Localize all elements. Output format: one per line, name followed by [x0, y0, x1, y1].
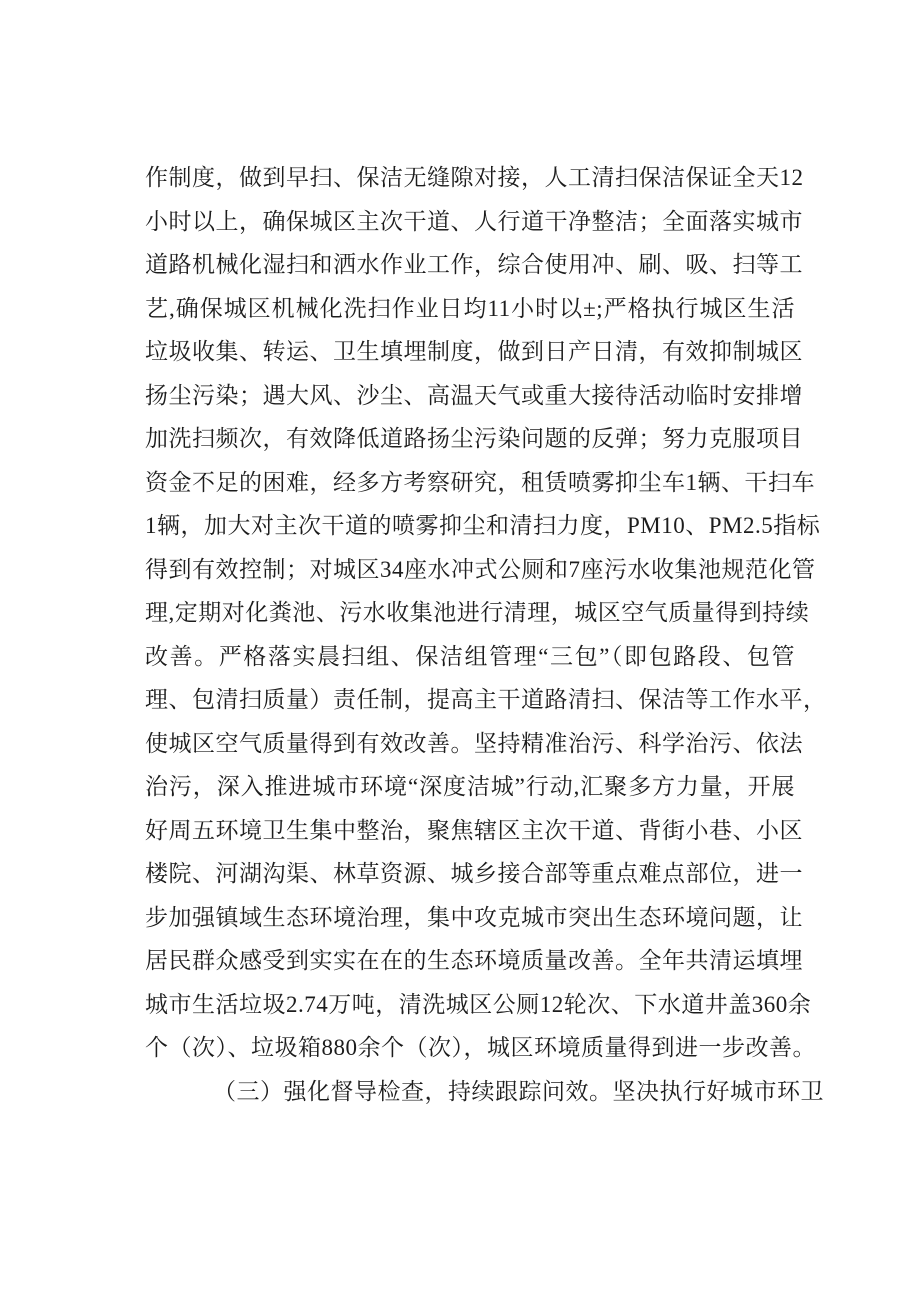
body-text-line-5: 垃圾收集、转运、卫生填埋制度，做到日产日清，有效抑制城区	[145, 339, 803, 364]
body-text-line-8: 资金不足的困难，经多方考察研究，租赁喷雾抑尘车1辆、干扫车	[145, 469, 815, 495]
body-text-line-13: 理、包清扫质量）责任制，提高主干道路清扫、保洁等工作水平，	[145, 687, 827, 712]
text-block	[145, 156, 827, 1113]
body-text-line-14: 使城区空气质量得到有效改善。坚持精准治污、科学治污、依法	[145, 730, 803, 756]
body-text-line-1: 作制度，做到早扫、保洁无缝隙对接，人工清扫保洁保证全天12	[145, 165, 804, 190]
body-text-line-2: 小时以上，确保城区主次干道、人行道干净整洁；全面落实城市	[145, 208, 803, 234]
body-text-line-18: 步加强镇域生态环境治理，集中攻克城市突出生态环境问题，让	[145, 904, 803, 930]
body-text-line-9: 1辆，加大对主次干道的喷雾抑尘和清扫力度，PM10、PM2.5指标	[145, 513, 821, 538]
body-text-line-15: 治污，深入推进城市环境“深度洁城”行动,汇聚多方力量，开展	[145, 774, 795, 799]
body-text-line-6: 扬尘污染；遇大风、沙尘、高温天气或重大接待活动临时安排增	[145, 382, 803, 408]
section-heading-line: （三）强化督导检查，持续跟踪问效。坚决执行好城市环卫	[213, 1078, 824, 1104]
body-text-line-4: 艺,确保城区机械化洗扫作业日均11小时以±;严格执行城区生活	[145, 295, 795, 321]
body-text-line-11: 理,定期对化粪池、污水收集池进行清理，城区空气质量得到持续	[145, 600, 810, 625]
body-text-line-17: 楼院、河湖沟渠、林草资源、城乡接合部等重点难点部位，进一	[145, 861, 803, 886]
body-text-line-19: 居民群众感受到实实在在的生态环境质量改善。全年共清运填埋	[145, 948, 803, 973]
body-text-line-20: 城市生活垃圾2.74万吨，清洗城区公厕12轮次、下水道井盖360余	[145, 991, 812, 1017]
body-text-line-7: 加洗扫频次，有效降低道路扬尘污染问题的反弹；努力克服项目	[145, 426, 803, 451]
body-text-line-3: 道路机械化湿扫和洒水作业工作，综合使用冲、刷、吸、扫等工	[145, 252, 803, 277]
body-text-line-21: 个（次）、垃圾箱880余个（次），城区环境质量得到进一步改善。	[145, 1035, 816, 1060]
body-text-line-10: 得到有效控制；对城区34座水冲式公厕和7座污水收集池规范化管	[145, 556, 816, 582]
body-text-line-16: 好周五环境卫生集中整治，聚焦辖区主次干道、背街小巷、小区	[145, 817, 803, 843]
body-text-line-12: 改善。严格落实晨扫组、保洁组管理“三包”（即包路段、包管	[145, 643, 795, 669]
